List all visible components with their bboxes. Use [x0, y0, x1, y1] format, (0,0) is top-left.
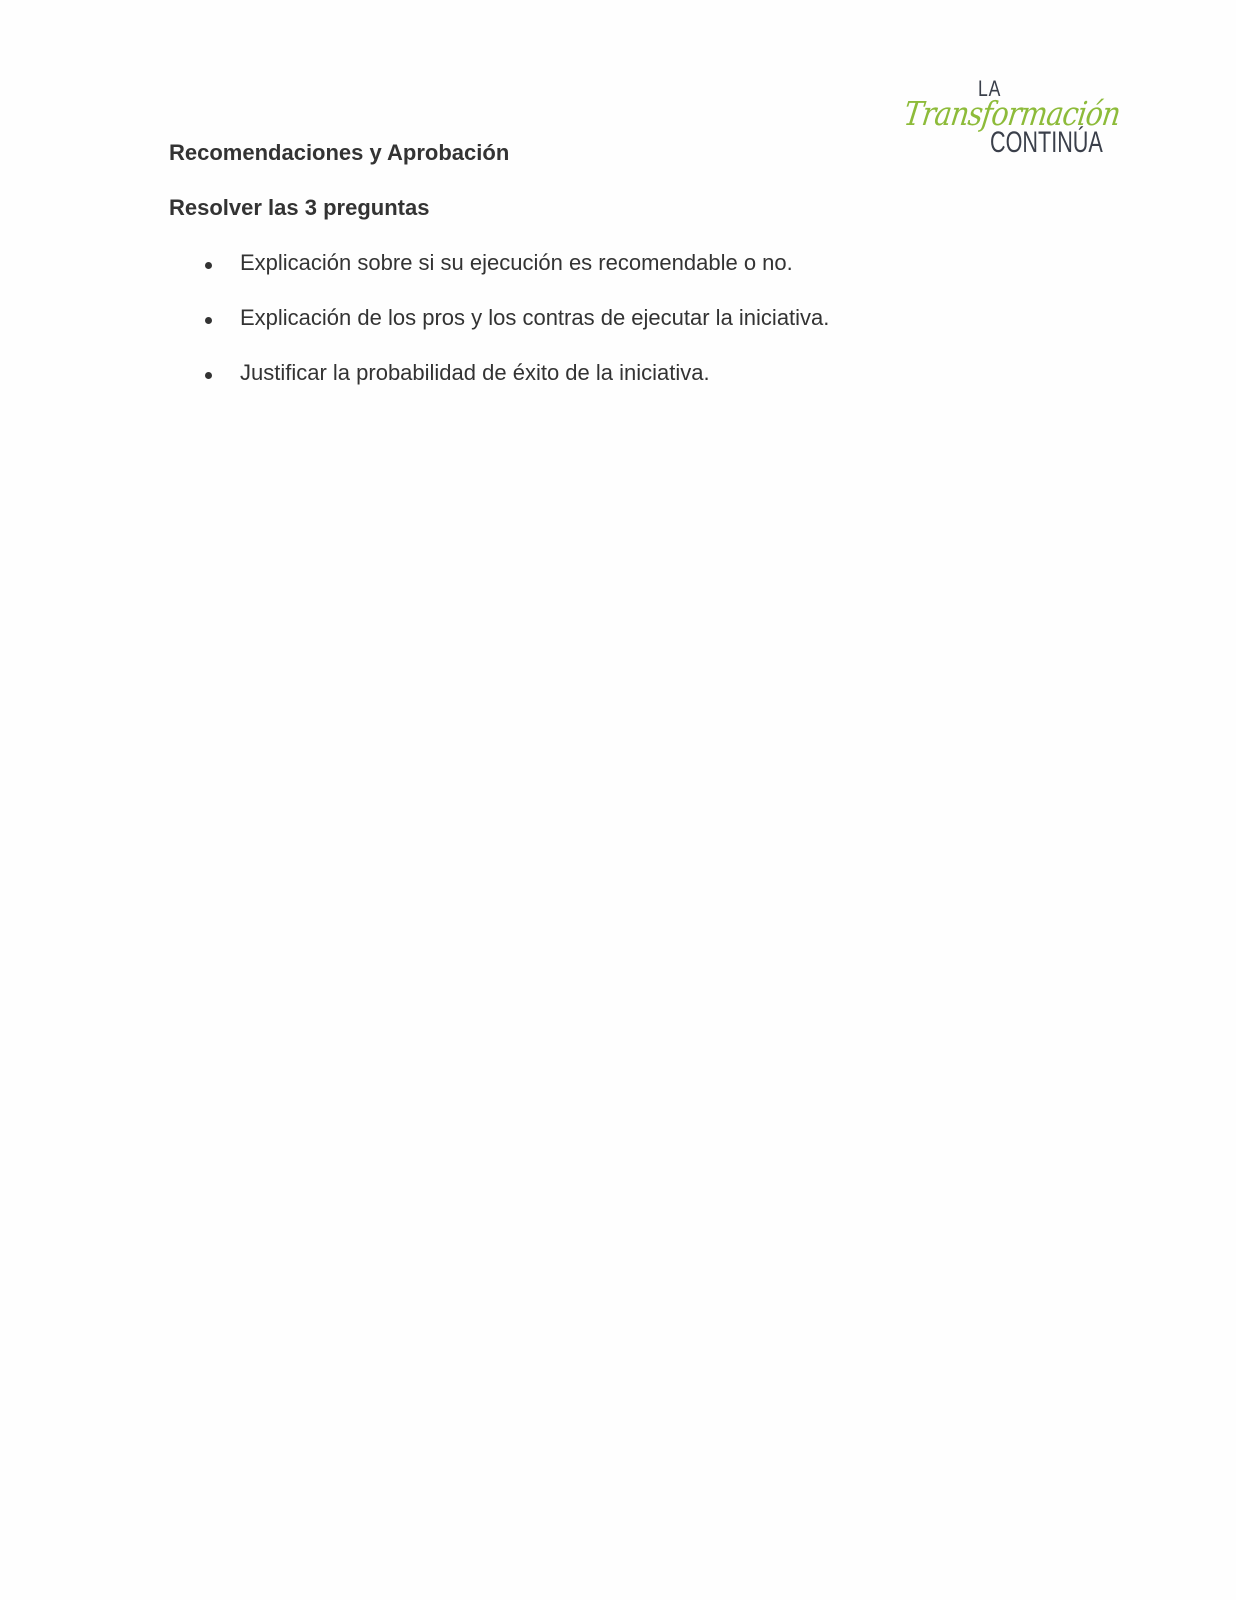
bullet-icon [205, 262, 212, 269]
list-item-text: Explicación de los pros y los contras de ejecutar la iniciativa. [240, 305, 830, 330]
bullet-icon [205, 372, 212, 379]
brand-logo [901, 70, 1123, 170]
list-item-text: Justificar la probabilidad de éxito de la iniciativa. [240, 360, 710, 385]
logo-text-la: LA [978, 76, 1002, 101]
bullet-icon [205, 317, 212, 324]
list-item-text: Explicación sobre si su ejecución es recomendable o no. [240, 250, 793, 275]
logo-text-transformacion: Transformación [901, 94, 1123, 133]
section-subtitle: Resolver las 3 preguntas [169, 195, 430, 220]
section-title: Recomendaciones y Aprobación [169, 140, 510, 165]
logo-text-continua: CONTINÚA [990, 126, 1103, 159]
